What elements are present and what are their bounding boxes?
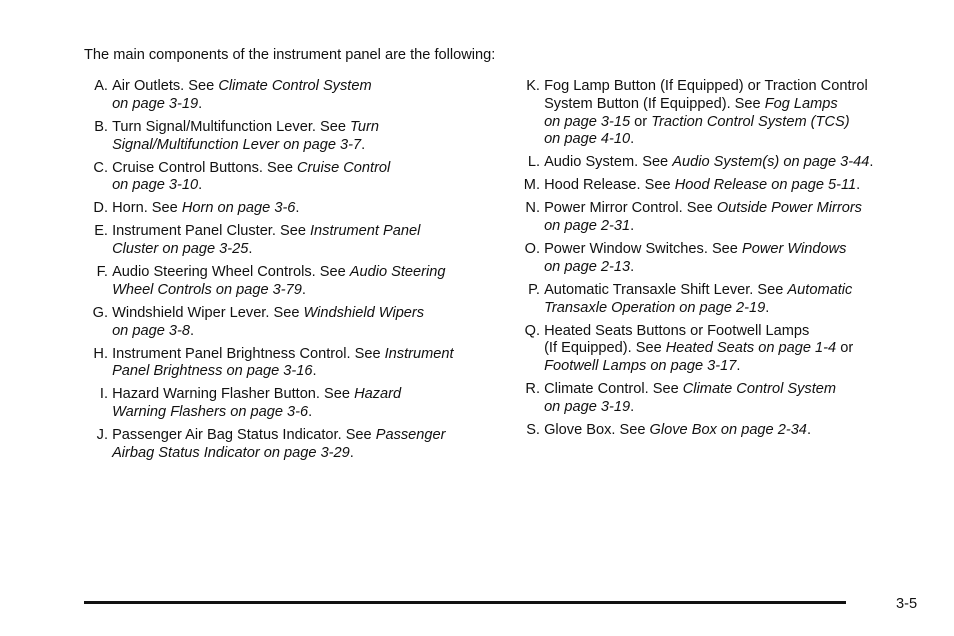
list-item-m: M. Hood Release. See Hood Release on page 5-11. bbox=[523, 177, 861, 194]
page-number: 3-5 bbox=[896, 596, 918, 612]
list-item-l: L. Audio System. See Audio System(s) on page 3-44. bbox=[527, 154, 874, 171]
list-item-f: F. Audio Steering Wheel Controls. See Audio Steering Wheel Controls on page 3-79. bbox=[96, 264, 446, 298]
list-item-k: K. Fog Lamp Button (If Equipped) or Traction Control System Button (If Equipped). See Fog Lamps on page 3-15 or Traction Control System (TCS) on page 4-10. bbox=[526, 78, 868, 148]
list-item-e: E. Instrument Panel Cluster. See Instrument Panel Cluster on page 3-25. bbox=[94, 223, 421, 258]
right-column bbox=[514, 78, 909, 445]
list-item-c: C. Cruise Control Buttons. See Cruise Control on page 3-10. bbox=[93, 159, 391, 194]
footer-rule bbox=[84, 601, 846, 604]
left-column bbox=[82, 78, 492, 468]
list-item-p: P. Automatic Transaxle Shift Lever. See Automatic Transaxle Operation on page 2-19. bbox=[528, 281, 853, 316]
list-item-a: A. Air Outlets. See Climate Control System on page 3-19. bbox=[94, 78, 372, 112]
list-item-b: B. Turn Signal/Multifunction Lever. See Turn Signal/Multifunction Lever on page 3-7. bbox=[94, 118, 379, 153]
list-item-n: N. Power Mirror Control. See Outside Power Mirrors on page 2-31. bbox=[525, 200, 862, 235]
list-item-r: R. Climate Control. See Climate Control System on page 3-19. bbox=[525, 381, 837, 416]
list-item-q: Q. Heated Seats Buttons or Footwell Lamps (If Equipped). See Heated Seats on page 1-4 or Footwell Lamps on page 3-17. bbox=[524, 322, 854, 375]
list-item-j: J. Passenger Air Bag Status Indicator. See Passenger Airbag Status Indicator on page 3-29. bbox=[96, 427, 446, 462]
list-item-o: O. Power Window Switches. See Power Windows on page 2-13. bbox=[524, 241, 847, 275]
list-item-g: G. Windshield Wiper Lever. See Windshield Wipers on page 3-8. bbox=[92, 304, 425, 339]
list-item-i: I. Hazard Warning Flasher Button. See Hazard Warning Flashers on page 3-6. bbox=[99, 386, 402, 421]
list-item-h: H. Instrument Panel Brightness Control. See Instrument Panel Brightness on page 3-16. bbox=[93, 345, 454, 380]
list-item-s: S. Glove Box. See Glove Box on page 2-34. bbox=[526, 422, 811, 439]
list-item-d: D. Horn. See Horn on page 3-6. bbox=[93, 200, 300, 217]
intro-paragraph: The main components of the instrument panel are the following: bbox=[84, 47, 496, 63]
